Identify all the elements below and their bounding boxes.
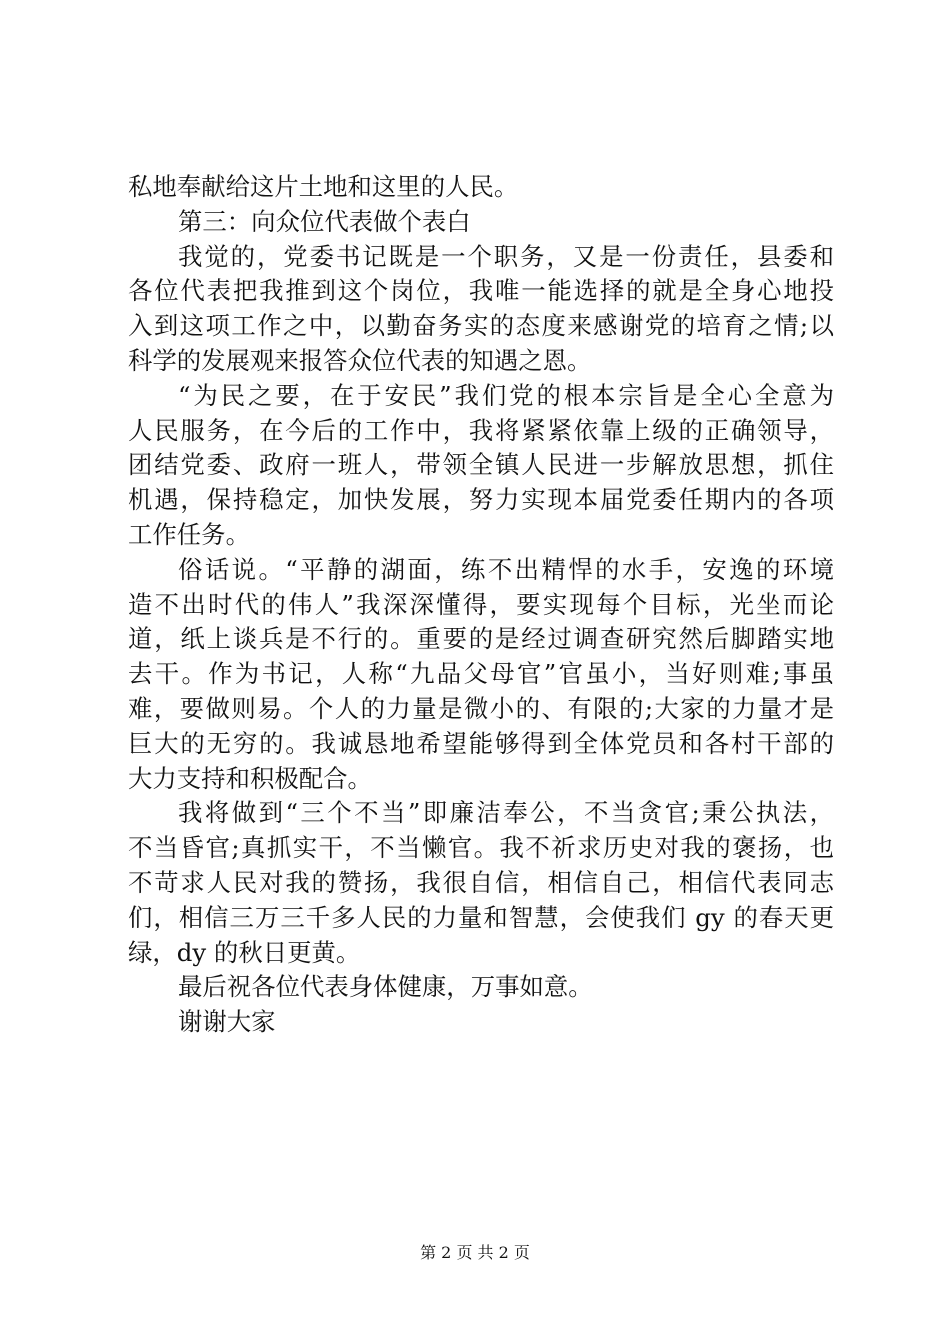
text-line: 科学的发展观来报答众位代表的知遇之恩。 <box>128 345 592 375</box>
text-line: 谢谢大家 <box>178 1007 276 1037</box>
text-line: 我觉的，党委书记既是一个职务，又是一份责任，县委和 <box>178 241 834 271</box>
text-line: 俗话说。“平静的湖面，练不出精悍的水手，安逸的环境 <box>178 554 834 584</box>
text-line: 大力支持和积极配合。 <box>128 763 372 793</box>
text-line: 不当昏官;真抓实干，不当懒官。我不祈求历史对我的褒扬，也 <box>128 833 834 863</box>
text-line: 各位代表把我推到这个岗位，我唯一能选择的就是全身心地投 <box>128 276 834 306</box>
text-line: 造不出时代的伟人”我深深懂得，要实现每个目标，光坐而论 <box>128 589 834 619</box>
text-line: 道，纸上谈兵是不行的。重要的是经过调查研究然后脚踏实地 <box>128 624 834 654</box>
page-footer: 第 2 页 共 2 页 <box>420 1243 530 1262</box>
text-line: 入到这项工作之中，以勤奋务实的态度来感谢党的培育之情;以 <box>128 311 834 341</box>
text-line: 机遇，保持稳定，加快发展，努力实现本届党委任期内的各项 <box>128 485 834 515</box>
text-line: 团结党委、政府一班人，带领全镇人民进一步解放思想，抓住 <box>128 450 834 480</box>
document-body <box>128 170 834 1040</box>
text-line: 绿，dy 的秋日更黄。 <box>128 937 361 967</box>
text-line: 最后祝各位代表身体健康，万事如意。 <box>178 972 593 1002</box>
text-line: “为民之要，在于安民”我们党的根本宗旨是全心全意为 <box>178 380 834 410</box>
text-line: 第三：向众位代表做个表白 <box>178 206 471 236</box>
text-line: 工作任务。 <box>128 519 250 549</box>
text-line: 们，相信三万三千多人民的力量和智慧，会使我们 gy 的春天更 <box>128 902 834 932</box>
text-line: 去干。作为书记，人称“九品父母官”官虽小，当好则难;事虽 <box>128 659 834 689</box>
text-line: 私地奉献给这片土地和这里的人民。 <box>128 172 519 201</box>
text-line: 难，要做则易。个人的力量是微小的、有限的;大家的力量才是 <box>128 693 834 723</box>
text-line: 我将做到“三个不当”即廉洁奉公，不当贪官;秉公执法， <box>178 798 834 828</box>
text-line: 人民服务，在今后的工作中，我将紧紧依靠上级的正确领导， <box>128 415 834 445</box>
text-line: 巨大的无穷的。我诚恳地希望能够得到全体党员和各村干部的 <box>128 728 834 758</box>
text-line: 不苛求人民对我的赞扬，我很自信，相信自己，相信代表同志 <box>128 867 834 897</box>
